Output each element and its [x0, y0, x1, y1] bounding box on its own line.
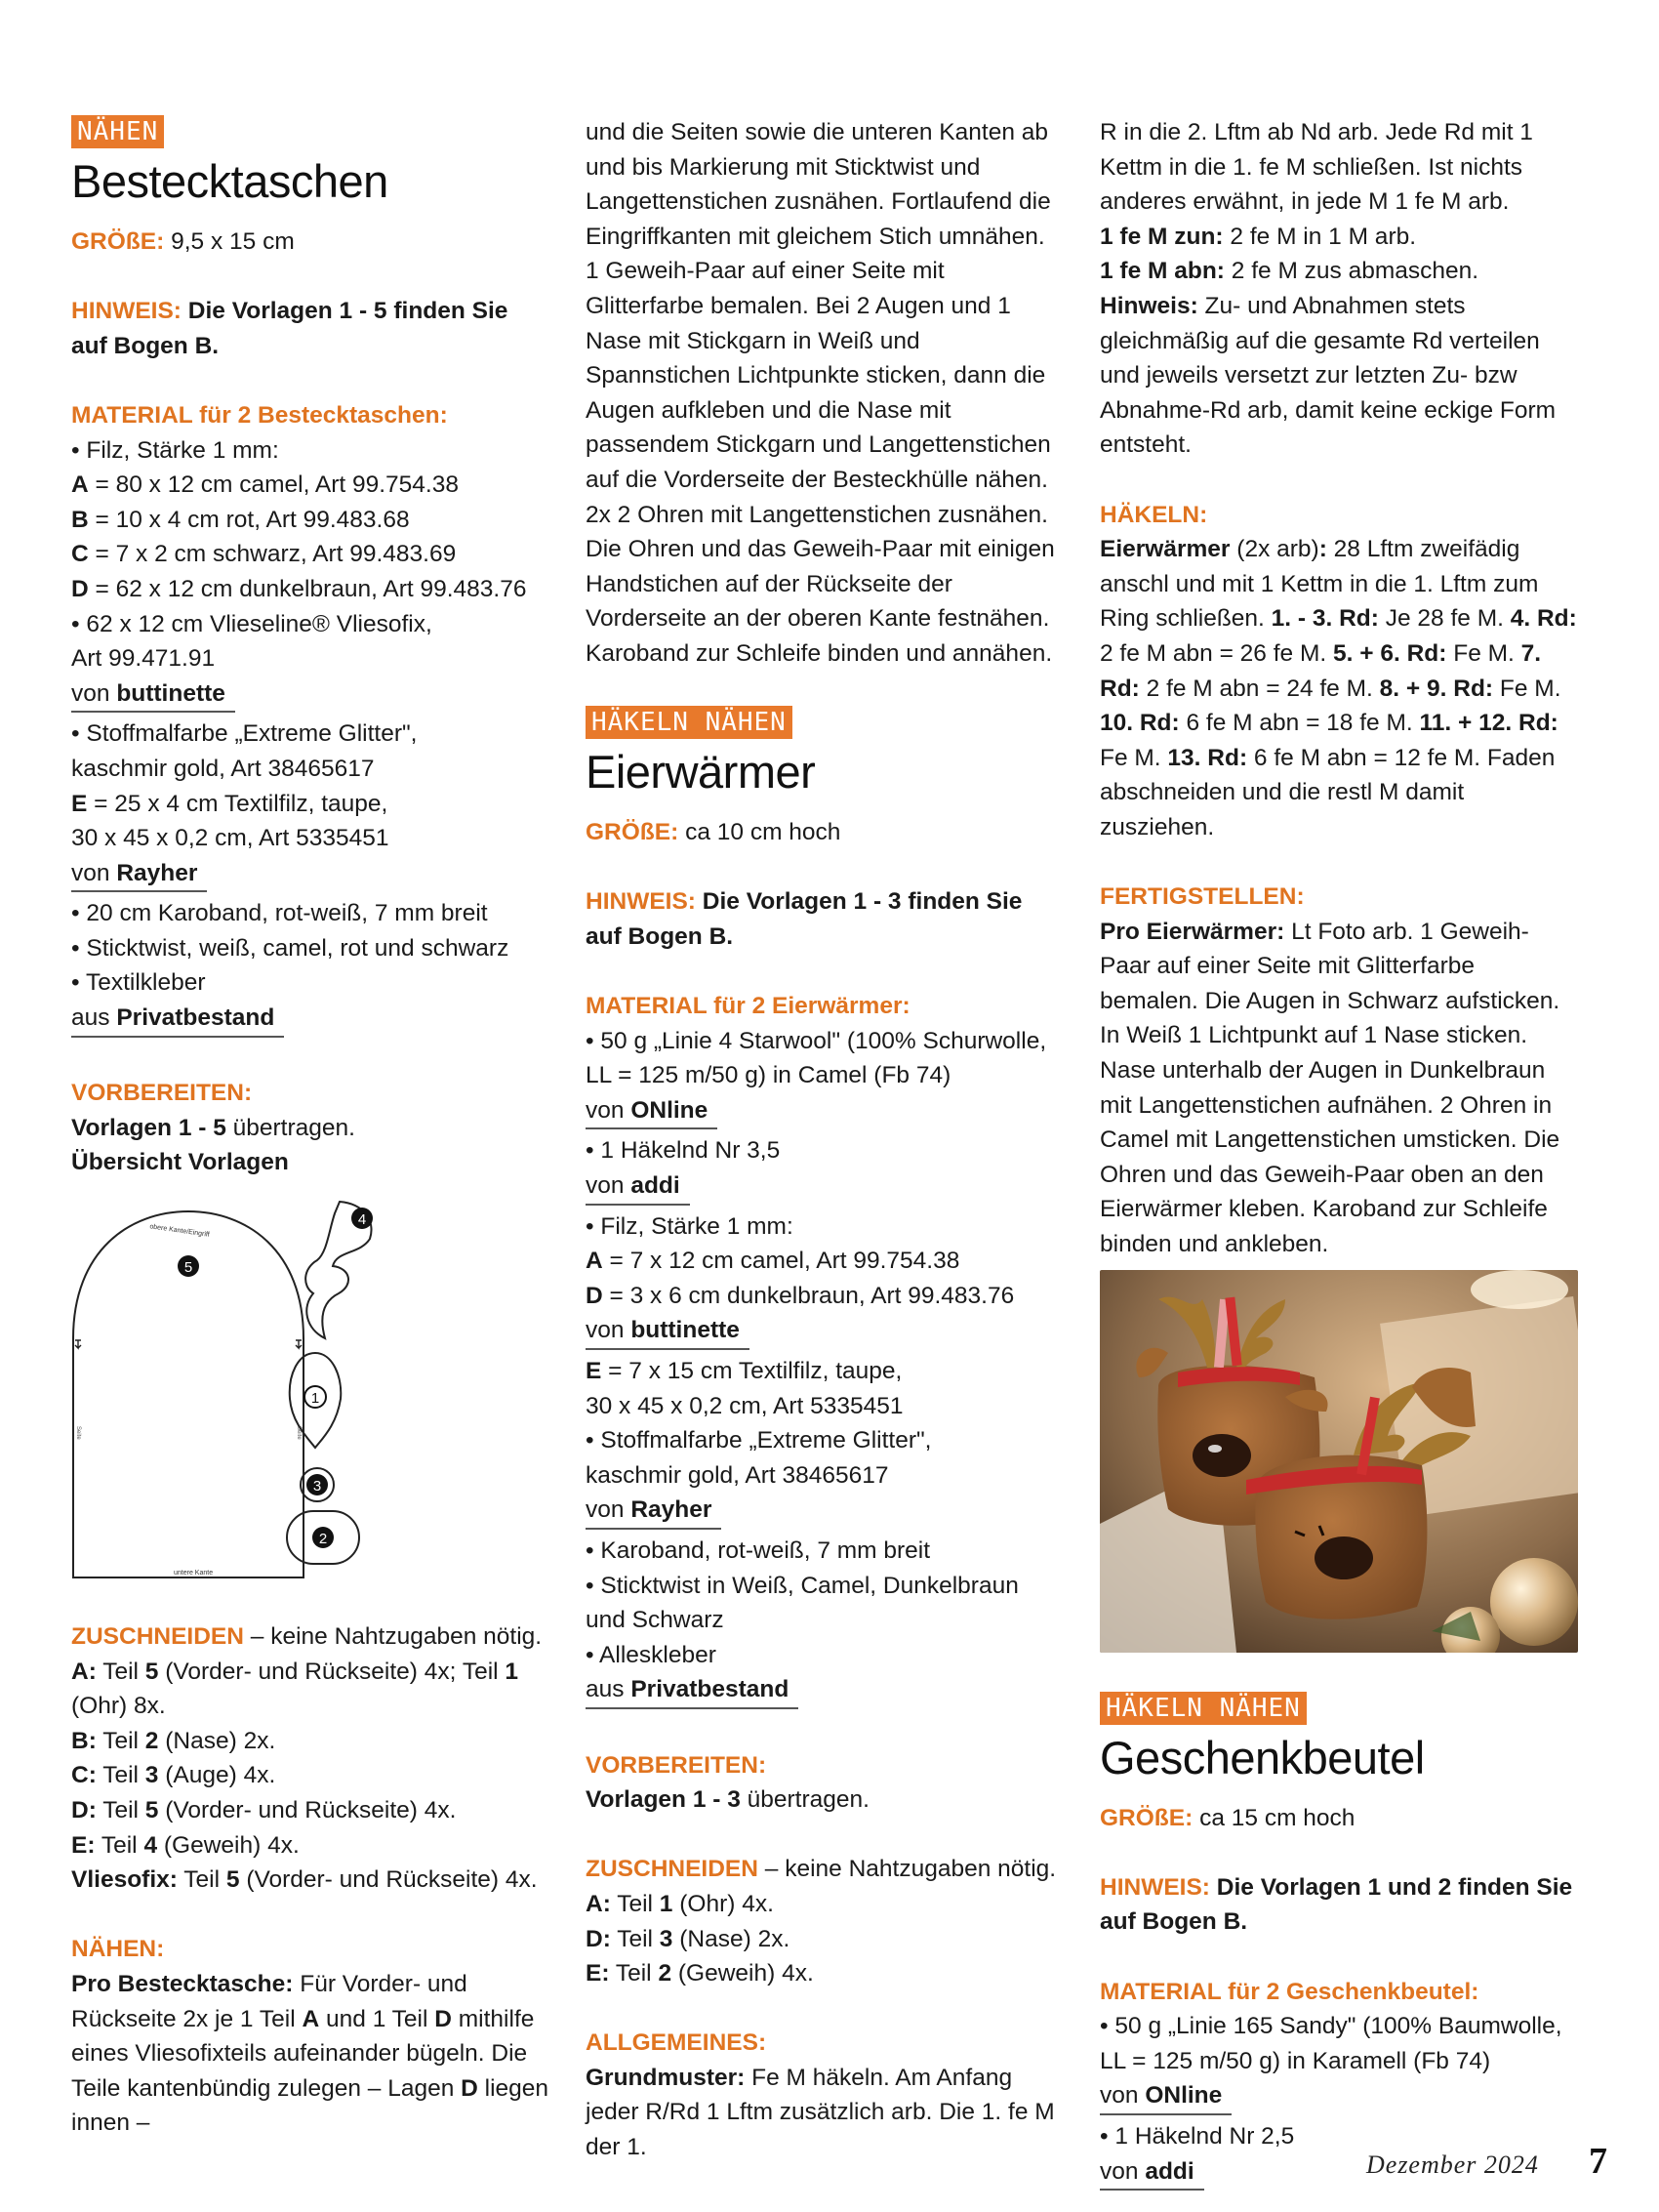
template-bottom-label: untere Kante: [174, 1570, 214, 1577]
cut-line: E: Teil 4 (Geweih) 4x.: [71, 1831, 300, 1859]
cut-line: Vliesofix: Teil 5 (Vorder- und Rückseite) 4x.: [71, 1866, 538, 1894]
article-title: Eierwärmer: [586, 746, 816, 799]
size-line: GRÖßE: ca 10 cm hoch: [586, 819, 841, 846]
svg-text:5: 5: [183, 1259, 193, 1277]
svg-text:3: 3: [312, 1478, 322, 1495]
cut-line: A: Teil 1 (Ohr) 4x.: [586, 1890, 774, 1917]
column-eierwaermer: [586, 115, 1064, 2165]
supplier-line: von ONline: [1100, 2078, 1232, 2115]
category-tag: NÄHEN: [71, 115, 164, 148]
template-top-label: obere Kante/Eingriff: [148, 1223, 211, 1239]
material-line: • Textilkleber: [71, 969, 206, 997]
supplier-line: von buttinette: [586, 1313, 749, 1350]
material-line: kaschmir gold, Art 38465617: [586, 1461, 889, 1489]
material-heading: MATERIAL für 2 Bestecktaschen:: [71, 401, 448, 429]
material-line: D = 62 x 12 cm dunkelbraun, Art 99.483.76: [71, 575, 527, 602]
material-line: E = 7 x 15 cm Textilfilz, taupe,: [586, 1358, 903, 1384]
sew-heading: NÄHEN:: [71, 1936, 165, 1963]
svg-text:1: 1: [310, 1390, 320, 1408]
finish-heading: FERTIGSTELLEN:: [1100, 883, 1305, 911]
supplier-line: von ONline: [586, 1093, 717, 1130]
crochet-heading: HÄKELN:: [1100, 501, 1208, 528]
supplier-line: von Rayher: [586, 1493, 721, 1530]
material-line: • 62 x 12 cm Vlieseline® Vliesofix,: [71, 610, 432, 637]
template-svg: [71, 1192, 442, 1602]
column-bestecktaschen: [71, 115, 549, 2141]
category-tag: HÄKELN NÄHEN: [1100, 1692, 1307, 1725]
material-line: kaschmir gold, Art 38465617: [71, 755, 375, 782]
prep-heading: VORBEREITEN:: [586, 1751, 767, 1779]
material-line: Art 99.471.91: [71, 645, 216, 673]
material-line: • Filz, Stärke 1 mm:: [71, 436, 279, 464]
cut-line: A: Teil 5 (Vorder- und Rückseite) 4x; Teil 1 (Ohr) 8x.: [71, 1658, 519, 1720]
material-line: • 50 g „Linie 4 Starwool" (100% Schurwolle, LL = 125 m/50 g) in Camel (Fb 74): [586, 1027, 1047, 1089]
material-line: • 1 Häkelnd Nr 2,5: [1100, 2122, 1295, 2150]
supplier-line: aus Privatbestand: [71, 1001, 284, 1038]
issue-date: Dezember 2024: [1366, 2151, 1539, 2179]
material-line: A = 7 x 12 cm camel, Art 99.754.38: [586, 1248, 960, 1275]
general-section: ALLGEMEINES: Grundmuster: Fe M häkeln. Am Anfang jeder R/Rd 1 Lftm zusätzlich arb. Die 1. fe M der 1.: [586, 2026, 1064, 2164]
hint-text: Die Vorlagen 1 - 5 finden Sie auf Bogen B.: [71, 298, 508, 359]
material-line: • Karoband, rot-weiß, 7 mm breit: [586, 1536, 931, 1564]
size-line: [71, 225, 549, 260]
material-heading: MATERIAL für 2 Geschenkbeutel:: [1100, 1978, 1479, 2005]
crochet-text: Eierwärmer (2x arb): 28 Lftm zweifädig anschl und mit 1 Kettm in die 1. Lftm zum Ring schließen. 1. - 3. Rd: Je 28 fe M. 4. Rd: 2 fe M abn = 26 fe M. 5. + 6. Rd: Fe M. 7. Rd: 2 fe M abn = 24 fe M. 8. + 9. Rd: Fe M. 10. Rd: 6 fe M abn = 18 fe M. 11. + 12. Rd: Fe M. 13. Rd: 6 fe M abn = 12 fe M. Faden abschneiden und die restl M damit zusziehen.: [1100, 536, 1577, 840]
hint-label: HINWEIS:: [71, 298, 182, 325]
material-line: 30 x 45 x 0,2 cm, Art 5335451: [586, 1392, 904, 1419]
svg-text:2: 2: [318, 1531, 328, 1548]
material-heading: MATERIAL für 2 Eierwärmer:: [586, 993, 910, 1020]
material-line: • 1 Häkelnd Nr 3,5: [586, 1137, 781, 1165]
prep-section: [71, 1076, 549, 1180]
material-line: • Stoffmalfarbe „Extreme Glitter",: [586, 1427, 932, 1454]
article-title: Bestecktaschen: [71, 155, 388, 207]
prep-heading: VORBEREITEN:: [71, 1080, 253, 1107]
supplier-line: von addi: [586, 1168, 690, 1206]
material-line: B = 10 x 4 cm rot, Art 99.483.68: [71, 506, 410, 533]
template-overview-label: Übersicht Vorlagen: [71, 1149, 289, 1176]
category-tag: HÄKELN NÄHEN: [586, 706, 792, 739]
material-line: • 20 cm Karoband, rot-weiß, 7 mm breit: [71, 900, 488, 927]
template-side-left: Seite: [75, 1426, 81, 1440]
cut-heading-line: ZUSCHNEIDEN – keine Nahtzugaben nötig.: [71, 1623, 543, 1651]
supplier-name: buttinette: [116, 679, 225, 707]
size-value: 9,5 x 15 cm: [171, 228, 295, 255]
hint: [71, 294, 549, 363]
supplier-name: Rayher: [116, 859, 198, 886]
material-line: E = 25 x 4 cm Textilfilz, taupe,: [71, 790, 388, 817]
supplier-line: aus Privatbestand: [586, 1672, 798, 1709]
photo-illustration: [1100, 1270, 1578, 1653]
page-number: 7: [1589, 2141, 1607, 2182]
cut-section: ZUSCHNEIDEN – keine Nahtzugaben nötig. A: Teil 1 (Ohr) 4x. D: Teil 3 (Nase) 2x. E: Teil 2 (Geweih) 4x.: [586, 1852, 1064, 1990]
material-line: C = 7 x 2 cm schwarz, Art 99.483.69: [71, 541, 457, 568]
cut-line: C: Teil 3 (Auge) 4x.: [71, 1762, 276, 1789]
material-line: • Stoffmalfarbe „Extreme Glitter",: [71, 720, 418, 748]
supplier-line: von Rayher: [71, 856, 207, 893]
material-line: D = 3 x 6 cm dunkelbraun, Art 99.483.76: [586, 1282, 1015, 1309]
size-line: GRÖßE: ca 15 cm hoch: [1100, 1804, 1356, 1831]
continued-text: und die Seiten sowie die unteren Kanten ab und bis Markierung mit Sticktwist und Langettenstichen zusnähen. Fortlaufend die Eingriffkanten mit gleichem Stich umnähen. 1 Geweih-Paar auf einer Seite mit Glitterfarbe bemalen. Bei 2 Augen und 1 Nase mit Stickgarn in Weiß und Spannstichen Lichtpunkte sticken, dann die Augen aufkleben und die Nase mit passendem Stickgarn und Langettenstichen auf die Vorderseite der Besteckhülle nähen. 2x 2 Ohren mit Langettenstichen zusnähen. Die Ohren und das Geweih-Paar mit einigen Handstichen auf der Rückseite der Vorderseite an der oberen Kante festnähen. Karoband zur Schleife binden und annähen.: [586, 119, 1055, 667]
sew-section: [71, 1932, 549, 2141]
decrease-line: 1 fe M abn: 2 fe M zus abmaschen.: [1100, 258, 1479, 285]
material-line: • 50 g „Linie 165 Sandy" (100% Baumwolle, LL = 125 m/50 g) in Karamell (Fb 74): [1100, 2013, 1562, 2074]
material-line: • Filz, Stärke 1 mm:: [586, 1212, 793, 1240]
crochet-section: [1100, 498, 1578, 845]
material-line: • Sticktwist, weiß, camel, rot und schwarz: [71, 934, 509, 962]
egg-warmer-photo: [1100, 1270, 1578, 1653]
cut-line: D: Teil 5 (Vorder- und Rückseite) 4x.: [71, 1797, 457, 1823]
supplier-name: Privatbestand: [116, 1004, 275, 1032]
column-geschenkbeutel: [1100, 115, 1578, 2194]
continued-text: R in die 2. Lftm ab Nd arb. Jede Rd mit 1 Kettm in die 1. fe M schließen. Ist nichts anderes erwähnt, in jede M 1 fe M arb.: [1100, 119, 1533, 216]
supplier-line: von addi: [1100, 2154, 1204, 2192]
material-line: A = 80 x 12 cm camel, Art 99.754.38: [71, 471, 459, 499]
size-label: GRÖßE:: [71, 228, 165, 255]
cut-section: [71, 1619, 549, 1898]
hint: HINWEIS: Die Vorlagen 1 - 3 finden Sie auf Bogen B.: [586, 888, 1023, 950]
cut-line: E: Teil 2 (Geweih) 4x.: [586, 1960, 814, 1987]
template-side-right: Seite: [296, 1426, 302, 1440]
svg-text:4: 4: [357, 1211, 367, 1229]
template-diagram: [71, 1192, 442, 1602]
prep-line: Vorlagen 1 - 5 übertragen.: [71, 1114, 355, 1141]
article-title: Geschenkbeutel: [1100, 1731, 1425, 1783]
note-line: Hinweis: Zu- und Abnahmen stets gleichmäßig auf die gesamte Rd verteilen und jeweils versetzt zur letzten Zu- bzw Abnahme-Rd arb, damit keine eckige Form entsteht.: [1100, 292, 1557, 459]
material-line: • Sticktwist in Weiß, Camel, Dunkelbraun und Schwarz: [586, 1572, 1019, 1634]
supplier-line: von buttinette: [71, 676, 235, 714]
general-heading: ALLGEMEINES:: [586, 2029, 767, 2057]
sew-text: Pro Bestecktasche: Für Vorder- und Rückseite 2x je 1 Teil A und 1 Teil D mithilfe eines Vliesofixteils aufeinander bügeln. Die Teile kantenbündig zulegen – Lagen D liegen innen –: [71, 1970, 549, 2137]
material-section: [586, 989, 1064, 1713]
cut-line: D: Teil 3 (Nase) 2x.: [586, 1925, 790, 1952]
cut-line: B: Teil 2 (Nase) 2x.: [71, 1727, 276, 1754]
hint: HINWEIS: Die Vorlagen 1 und 2 finden Sie auf Bogen B.: [1100, 1873, 1573, 1936]
material-section: [71, 398, 549, 1042]
finish-section: FERTIGSTELLEN: Pro Eierwärmer: Lt Foto arb. 1 Geweih-Paar auf einer Seite mit Glitterfarbe bemalen. Die Augen in Schwarz aufsticken. In Weiß 1 Lichtpunkt auf 1 Nase sticken. Nase unterhalb der Augen in Dunkelbraun mit Langettenstichen aufnähen. 2 Ohren in Camel mit Langettenstichen umsticken. Die Ohren und das Geweih-Paar oben an den Eierwärmer kleben. Karoband zur Schleife binden und ankleben.: [1100, 880, 1578, 1262]
increase-line: 1 fe M zun: 2 fe M in 1 M arb.: [1100, 223, 1417, 250]
material-line: 30 x 45 x 0,2 cm, Art 5335451: [71, 825, 389, 852]
material-line: • Alleskleber: [586, 1641, 716, 1668]
prep-section: VORBEREITEN: Vorlagen 1 - 3 übertragen.: [586, 1748, 1064, 1818]
